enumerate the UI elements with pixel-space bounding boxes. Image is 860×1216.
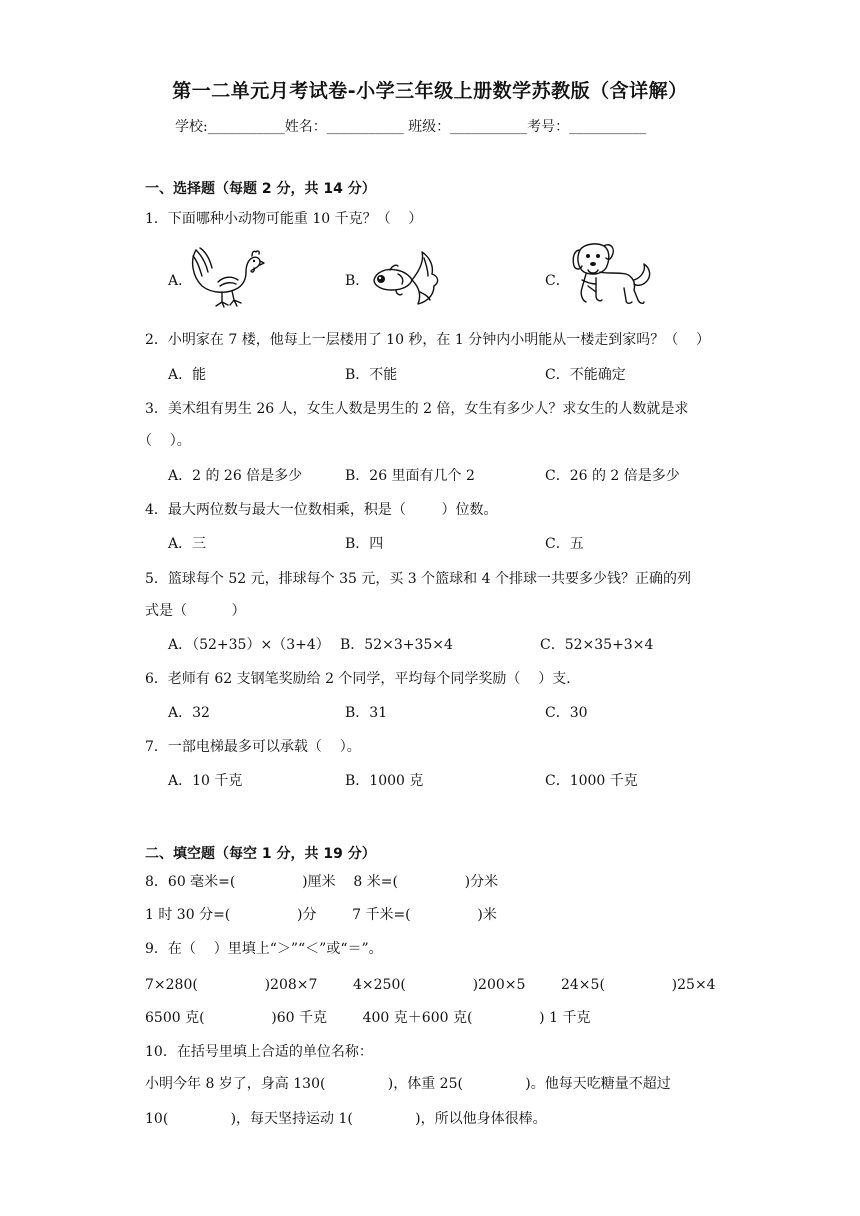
question-9-line2: 6500 克( )60 千克 400 克＋600 克( ) 1 千克	[145, 1010, 591, 1026]
question-10-line2: 10( )，每天坚持运动 1( )，所以他身体很棒。	[145, 1111, 547, 1127]
question-2-option-b: B．不能	[345, 367, 398, 383]
question-3-stem-line2: （ ）。	[138, 433, 191, 449]
question-4-option-b: B．四	[345, 536, 384, 552]
question-5-option-c: C．52×35+3×4	[540, 637, 654, 653]
question-3-option-b: B．26 里面有几个 2	[345, 468, 475, 484]
question-4-option-a: A．三	[168, 536, 207, 552]
question-3-option-a: A．2 的 26 倍是多少	[168, 468, 303, 484]
question-3-stem-line1: 3．美术组有男生 26 人，女生人数是男生的 2 倍，女生有多少人？求女生的人数就是求	[145, 401, 689, 417]
question-7-option-b: B．1000 克	[345, 773, 424, 789]
question-5-stem-line2: 式是（ ）	[145, 603, 246, 619]
goldfish-icon	[368, 246, 448, 310]
question-8-line1: 8．60 毫米=( )厘米 8 米=( )分米	[145, 874, 499, 890]
question-8-line2: 1 时 30 分=( )分 7 千米=( )米	[145, 907, 497, 923]
question-3-option-c: C．26 的 2 倍是多少	[545, 468, 680, 484]
question-5-option-a: A．（52+35）×（3+4）	[168, 637, 330, 653]
question-6-option-c: C．30	[545, 705, 588, 721]
student-info-line: 学校:___________姓名：___________ 班级：___________考号：___________	[175, 119, 647, 135]
question-4-option-c: C．五	[545, 536, 584, 552]
question-4-stem: 4．最大两位数与最大一位数相乘，积是（ ）位数。	[145, 502, 498, 518]
question-2-option-a: A．能	[168, 367, 207, 383]
question-5-stem-line1: 5．篮球每个 52 元，排球每个 35 元，买 3 个篮球和 4 个排球一共要多少钱？正确的列	[145, 571, 691, 587]
chicken-icon	[188, 242, 266, 310]
question-6-stem: 6．老师有 62 支钢笔奖励给 2 个同学，平均每个同学奖励（ ）支．	[145, 671, 581, 687]
question-1-option-c: C．	[545, 273, 570, 289]
question-9-line1: 7×280( )208×7 4×250( )200×5 24×5( )25×4	[145, 977, 716, 993]
question-1-stem: 1．下面哪种小动物可能重 10 千克？（ ）	[145, 211, 423, 227]
section-heading-choice: 一、选择题（每题 2 分，共 14 分）	[145, 181, 376, 197]
dog-icon	[566, 240, 656, 312]
question-7-option-a: A．10 千克	[168, 773, 243, 789]
question-1-option-a: A．	[168, 273, 193, 289]
question-2-stem: 2．小明家在 7 楼，他每上一层楼用了 10 秒，在 1 分钟内小明能从一楼走到家吗？（ ）	[145, 332, 711, 348]
question-5-option-b: B．52×3+35×4	[340, 637, 453, 653]
question-10-stem: 10．在括号里填上合适的单位名称：	[145, 1044, 373, 1060]
question-10-line1: 小明今年 8 岁了，身高 130( )，体重 25( )。他每天吃糖量不超过	[145, 1076, 671, 1092]
question-6-option-b: B．31	[345, 705, 388, 721]
section-heading-fill: 二、填空题（每空 1 分，共 19 分）	[145, 846, 376, 862]
question-7-stem: 7．一部电梯最多可以承载（ ）。	[145, 739, 361, 755]
question-6-option-a: A．32	[168, 705, 210, 721]
question-9-stem: 9．在（ ）里填上“＞”“＜”或“＝”。	[145, 941, 383, 957]
question-7-option-c: C．1000 千克	[545, 773, 638, 789]
question-1-option-b: B．	[345, 273, 370, 289]
question-2-option-c: C．不能确定	[545, 367, 626, 383]
page-title: 第一二单元月考试卷-小学三年级上册数学苏教版（含详解）	[172, 80, 688, 102]
